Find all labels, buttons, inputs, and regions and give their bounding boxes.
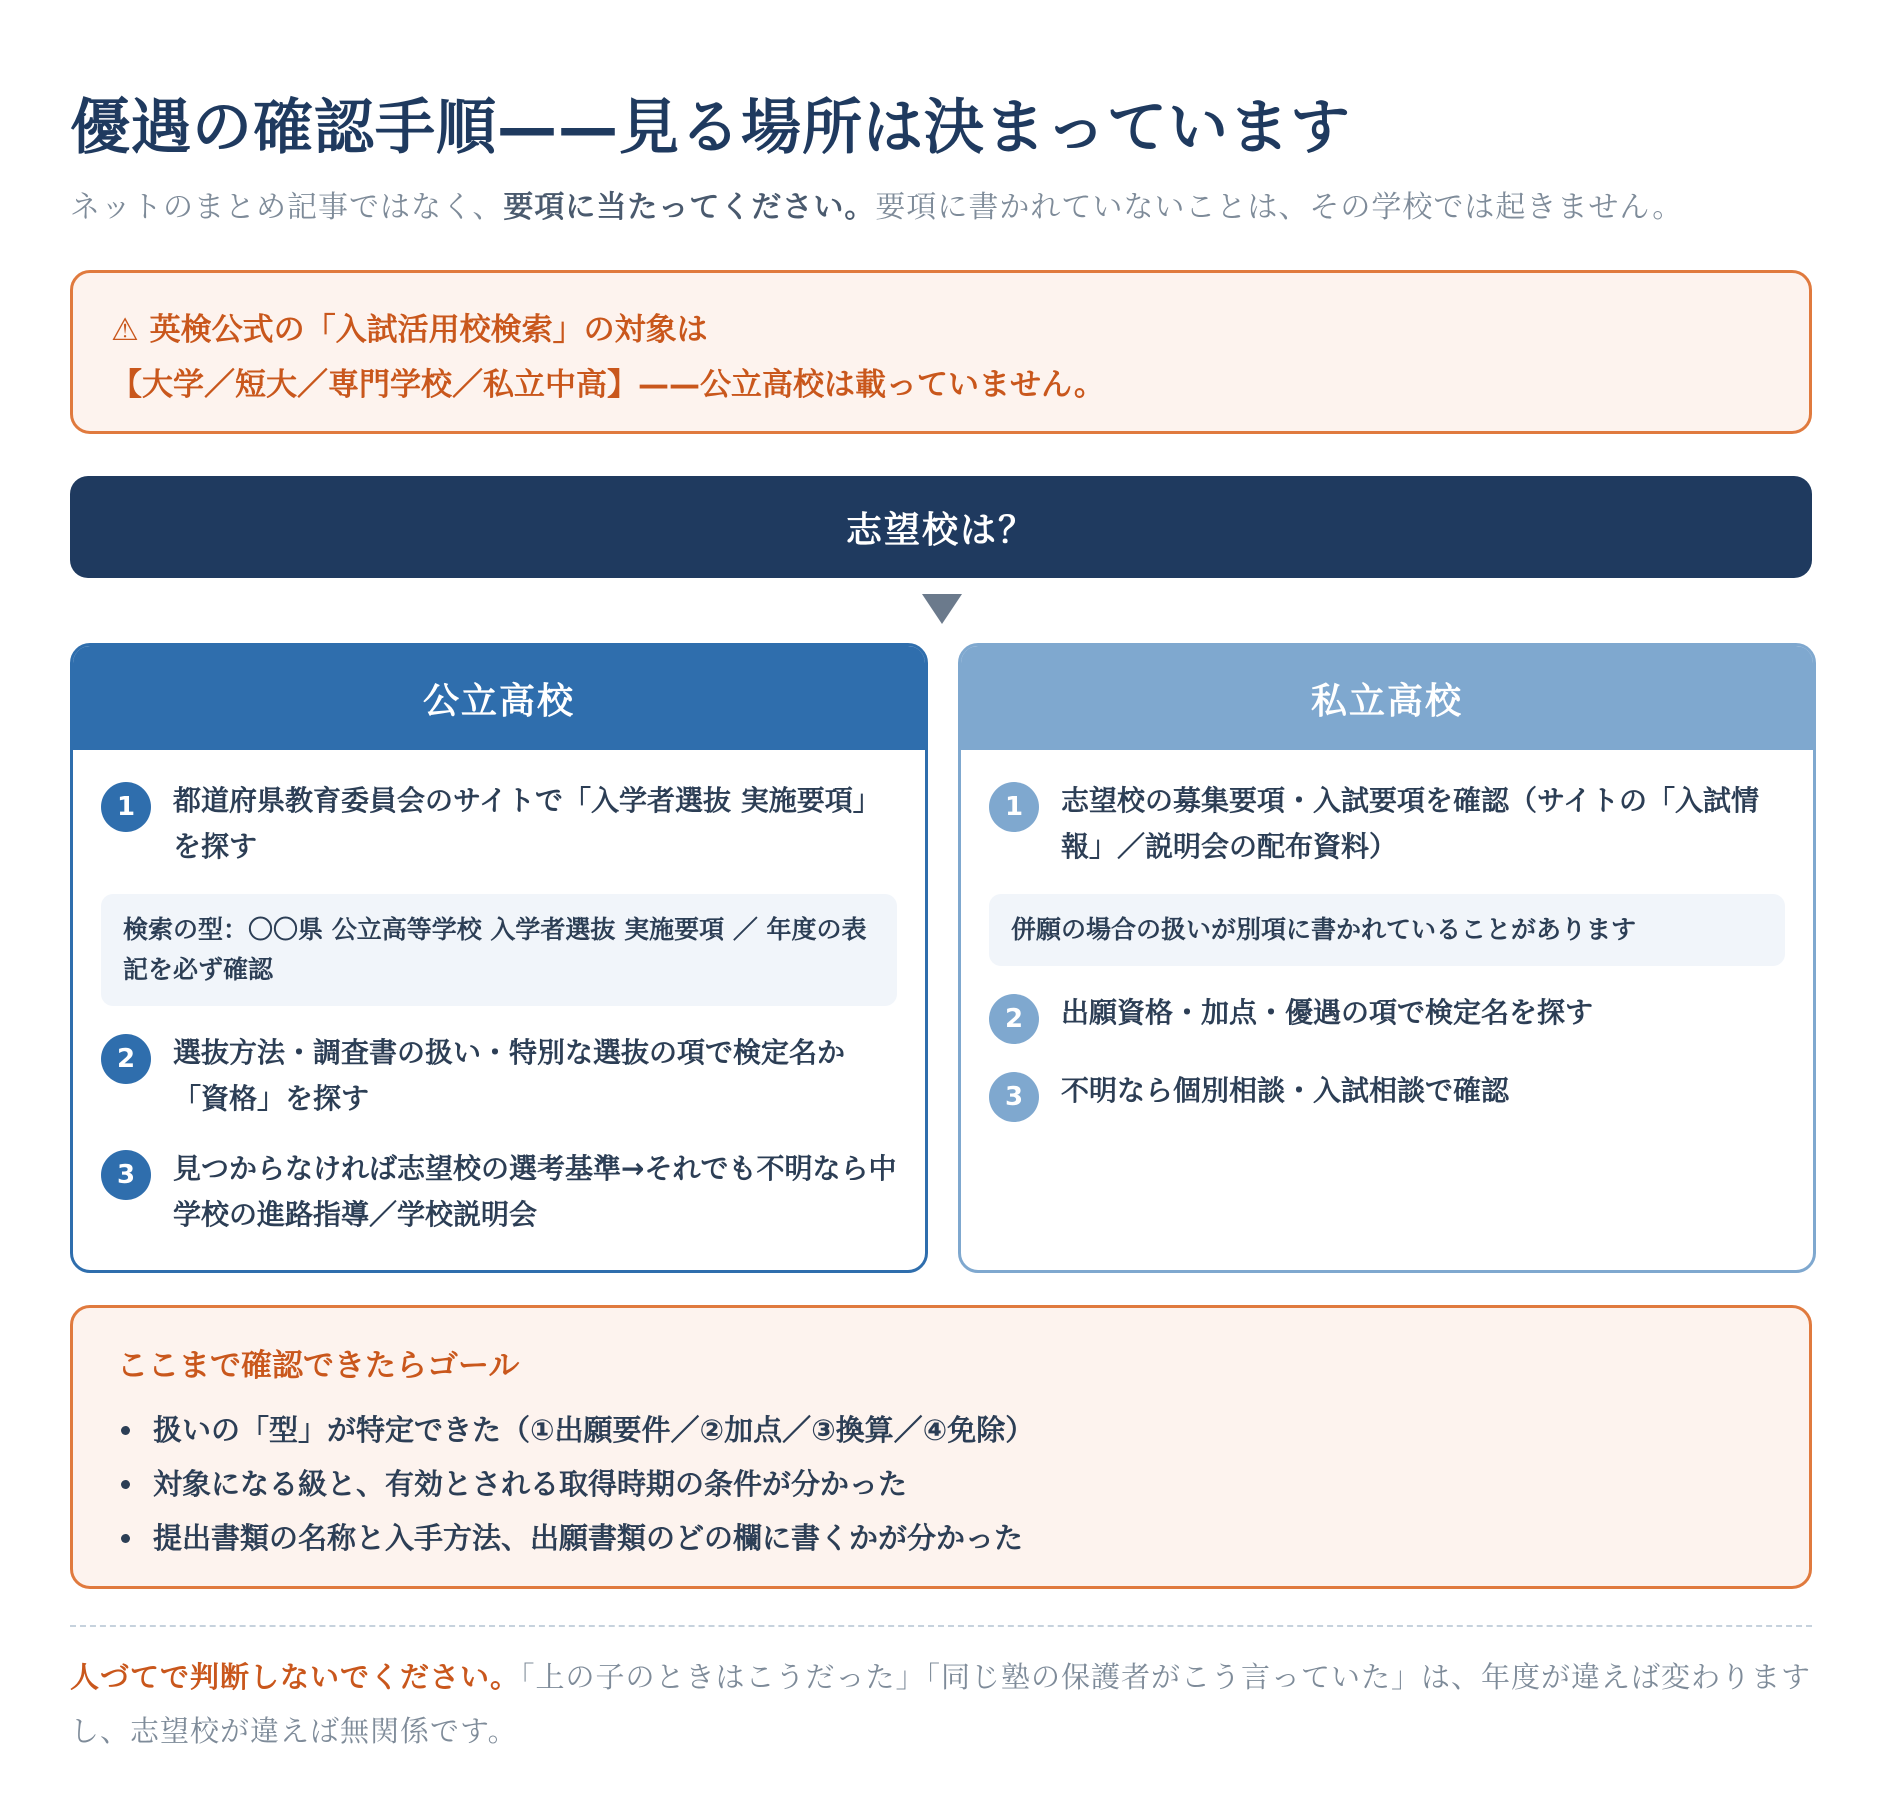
step-number-badge: 2 bbox=[101, 1034, 151, 1084]
step-number-badge: 1 bbox=[989, 782, 1039, 832]
page-title: 優遇の確認手順——見る場所は決まっています bbox=[70, 93, 1351, 163]
footer-text: 「上の子のときはこうだった」「同じ塾の保護者がこう言っていた」は、年度が違えば変わりますし、志望校が違えば無関係です。 bbox=[70, 1660, 1812, 1748]
warning-line-1: ⚠ 英検公式の「入試活用校検索」の対象は bbox=[111, 312, 708, 348]
private-step-3 bbox=[989, 1068, 1785, 1122]
goal-box bbox=[70, 1305, 1812, 1589]
public-school-title: 公立高校 bbox=[422, 680, 575, 722]
step-text: 都道府県教育委員会のサイトで「入学者選抜 実施要項」を探す bbox=[173, 784, 881, 863]
private-school-card bbox=[958, 643, 1816, 1273]
subtitle-prefix: ネットのまとめ記事ではなく、 bbox=[70, 190, 504, 225]
public-step-2 bbox=[101, 1030, 897, 1122]
goal-checklist bbox=[117, 1403, 1765, 1565]
public-school-header bbox=[73, 646, 925, 750]
public-step-3 bbox=[101, 1146, 897, 1238]
private-concurrent-note: 併願の場合の扱いが別項に書かれていることがあります bbox=[989, 894, 1785, 966]
footer-emphasis: 人づてで判断しないでください。 bbox=[70, 1660, 521, 1694]
step-number-badge: 1 bbox=[101, 782, 151, 832]
step-text: 不明なら個別相談・入試相談で確認 bbox=[1061, 1074, 1510, 1107]
step-text: 見つからなければ志望校の選考基準→それでも不明なら中学校の進路指導／学校説明会 bbox=[173, 1152, 897, 1231]
warning-line-2: 【大学／短大／専門学校／私立中高】——公立高校は載っていません。 bbox=[111, 367, 1105, 403]
subtitle-emphasis: 要項に当たってください。 bbox=[503, 190, 876, 225]
private-school-header bbox=[961, 646, 1813, 750]
subtitle-suffix: 要項に書かれていないことは、その学校では起きません。 bbox=[875, 190, 1684, 225]
step-number-badge: 2 bbox=[989, 994, 1039, 1044]
step-text: 出願資格・加点・優遇の項で検定名を探す bbox=[1061, 996, 1594, 1029]
page-subtitle bbox=[70, 182, 1683, 226]
step-number-badge: 3 bbox=[989, 1072, 1039, 1122]
step-text: 選抜方法・調査書の扱い・特別な選抜の項で検定名か「資格」を探す bbox=[173, 1036, 846, 1115]
public-school-steps bbox=[73, 750, 925, 1238]
goal-item: 対象になる級と、有効とされる取得時期の条件が分かった bbox=[117, 1457, 1765, 1511]
private-step-1 bbox=[989, 778, 1785, 870]
footer-note bbox=[70, 1650, 1812, 1758]
question-label: 志望校は？ bbox=[845, 509, 1036, 551]
private-step-2 bbox=[989, 990, 1785, 1044]
private-school-steps bbox=[961, 750, 1813, 1122]
down-arrow-icon bbox=[922, 594, 962, 624]
public-school-card bbox=[70, 643, 928, 1273]
warning-box bbox=[70, 270, 1812, 434]
public-step-1 bbox=[101, 778, 897, 870]
dashed-divider bbox=[70, 1625, 1812, 1627]
goal-item: 提出書類の名称と入手方法、出願書類のどの欄に書くかが分かった bbox=[117, 1511, 1765, 1565]
question-bar bbox=[70, 476, 1812, 578]
public-search-note: 検索の型：〇〇県 公立高等学校 入学者選抜 実施要項 ／ 年度の表記を必ず確認 bbox=[101, 894, 897, 1006]
goal-title: ここまで確認できたらゴール bbox=[117, 1348, 520, 1384]
step-text: 志望校の募集要項・入試要項を確認（サイトの「入試情報」／説明会の配布資料） bbox=[1061, 784, 1760, 863]
goal-item: 扱いの「型」が特定できた（①出願要件／②加点／③換算／④免除） bbox=[117, 1403, 1765, 1457]
private-school-title: 私立高校 bbox=[1310, 680, 1463, 722]
step-number-badge: 3 bbox=[101, 1150, 151, 1200]
